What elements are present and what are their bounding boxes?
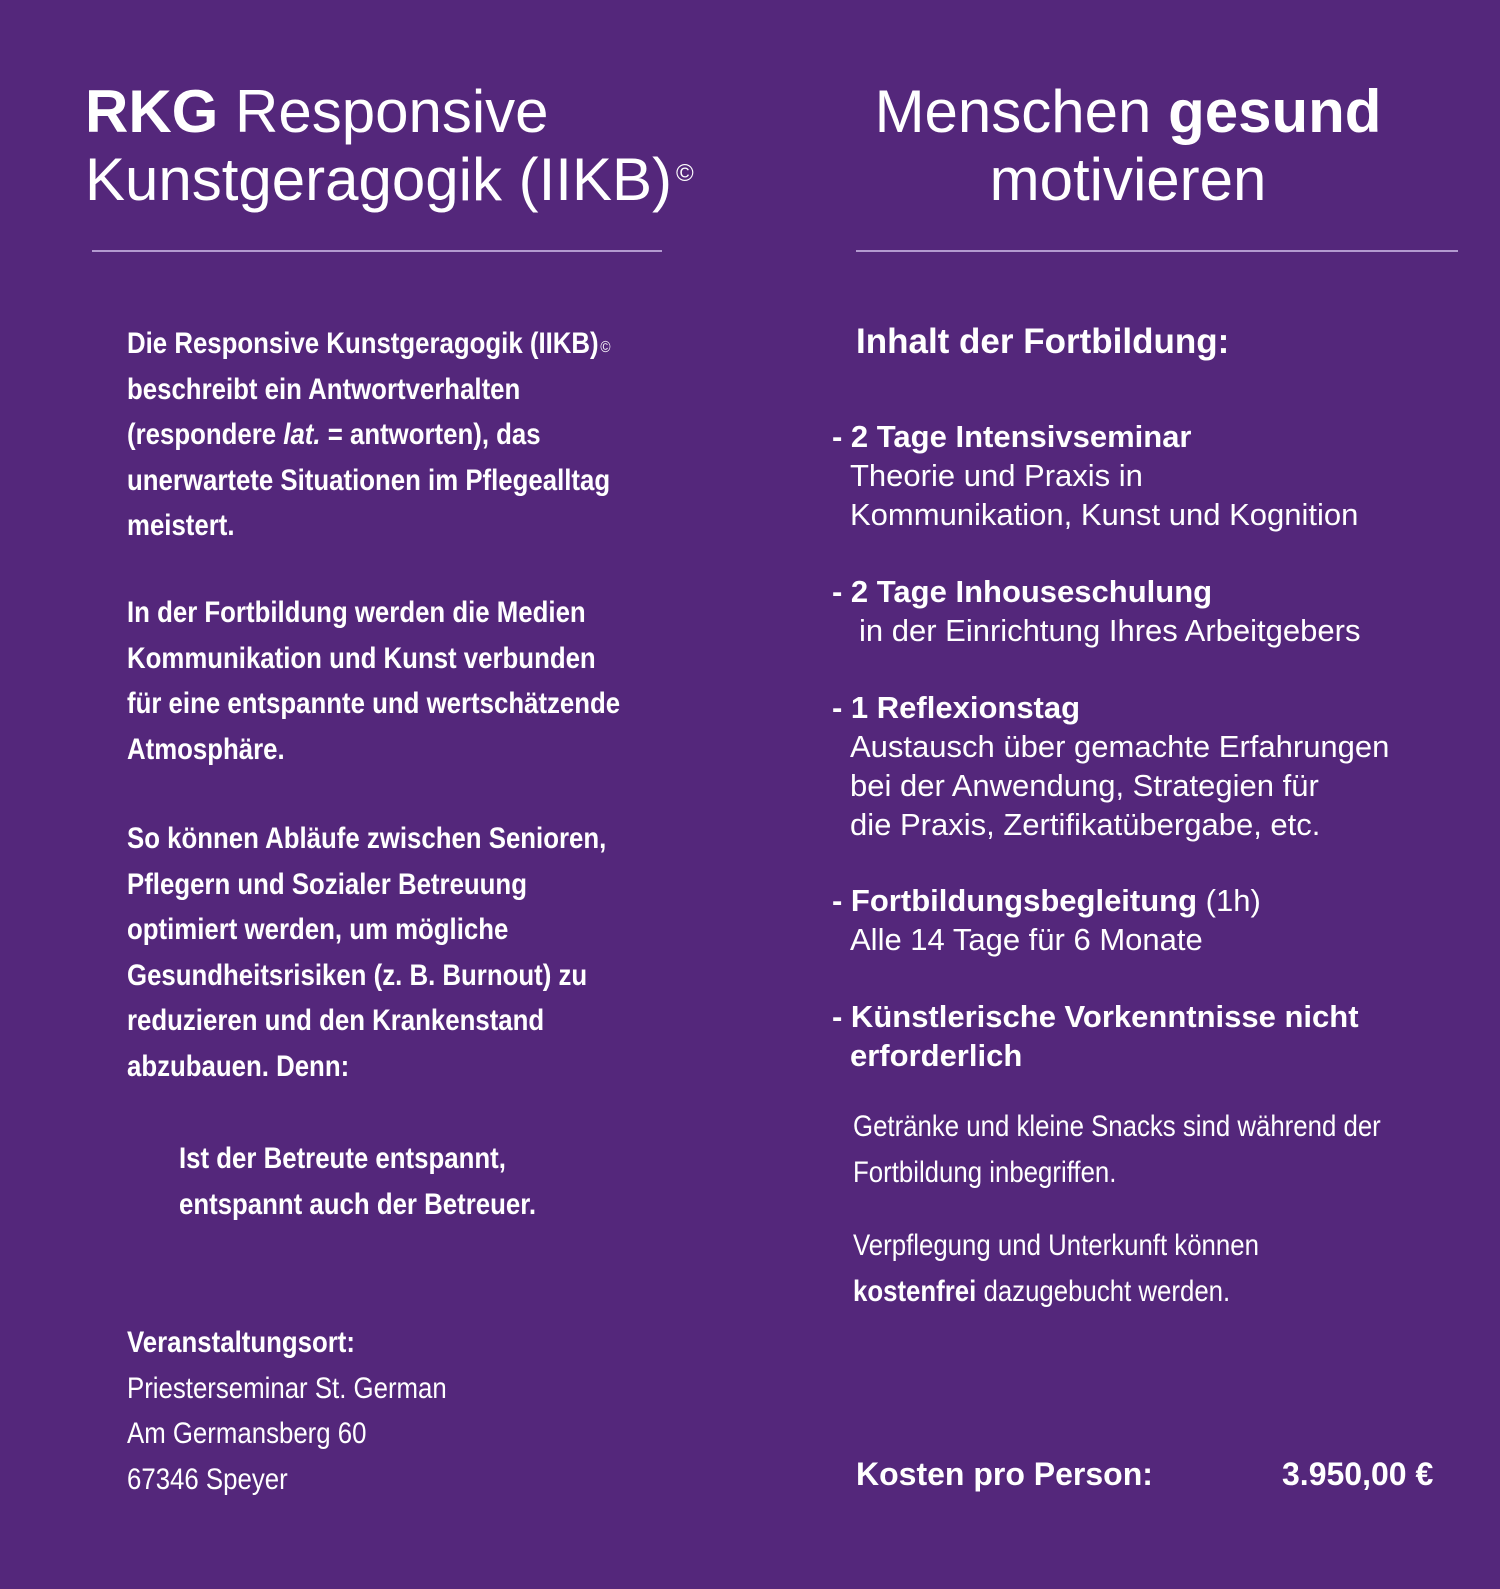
cost-value: 3.950,00 €: [1282, 1456, 1434, 1492]
list-item-head: [832, 997, 1359, 1036]
intro-line-3-italic: lat.: [283, 418, 321, 451]
intro-line-4: unerwartete Situationen im Pflegealltag: [127, 463, 611, 497]
accommodation-line: Verpflegung und Unterkunft können: [853, 1229, 1259, 1262]
venue-block: [127, 1320, 557, 1502]
list-item-duration: (1h): [1197, 883, 1261, 918]
list-item-head: [832, 572, 1360, 611]
list-item: [832, 881, 1261, 959]
quote-line: entspannt auch der Betreuer.: [179, 1187, 536, 1221]
media-line: In der Fortbildung werden die Medien: [127, 596, 586, 629]
intro-line-3b: = antworten), das: [320, 418, 541, 451]
left-title: [85, 78, 694, 214]
title-responsive: Responsive: [218, 78, 549, 145]
benefits-line: reduzieren und den Krankenstand: [127, 1004, 545, 1037]
list-item-head: [832, 417, 1358, 456]
venue-line: 67346 Speyer: [127, 1462, 288, 1496]
accommodation-note: [853, 1223, 1438, 1314]
accommodation-free: kostenfrei: [853, 1274, 977, 1308]
intro-line-5: meistert.: [127, 509, 235, 542]
catering-line: Getränke und kleine Snacks sind während der: [853, 1110, 1381, 1143]
intro-paragraph: [127, 321, 677, 549]
list-item-detail: Austausch über gemachte Erfahrungen: [850, 729, 1390, 764]
intro-copyright-mark: ©: [600, 339, 611, 356]
quote-line: Ist der Betreute entspannt,: [179, 1142, 506, 1175]
intro-line-2: beschreibt ein Antwortverhalten: [127, 372, 521, 406]
benefits-line: Pflegern und Sozialer Betreuung: [127, 867, 527, 901]
list-item-head: [832, 688, 1389, 727]
media-paragraph: [127, 590, 677, 772]
list-item-detail: Alle 14 Tage für 6 Monate: [850, 922, 1203, 957]
venue-label: Veranstaltungsort:: [127, 1326, 355, 1359]
benefits-line: optimiert werden, um mögliche: [127, 913, 509, 946]
right-title: [750, 78, 1500, 214]
venue-line: Priesterseminar St. German: [127, 1371, 447, 1405]
list-item-head-text: - Künstlerische Vorkenntnisse nicht: [832, 999, 1359, 1034]
catering-note: [853, 1104, 1438, 1195]
list-item-head-text: - 2 Tage Inhouseschulung: [832, 574, 1213, 609]
benefits-line: abzubauen. Denn:: [127, 1049, 350, 1083]
list-item-detail: erforderlich: [850, 1038, 1023, 1073]
list-item-detail: in der Einrichtung Ihres Arbeitgebers: [859, 613, 1361, 648]
list-item-head-text: - 1 Reflexionstag: [832, 690, 1081, 725]
media-line: Atmosphäre.: [127, 732, 285, 766]
benefits-line: Gesundheitsrisiken (z. B. Burnout) zu: [127, 958, 588, 992]
list-item: [832, 572, 1360, 650]
list-item: [832, 417, 1358, 534]
list-item: [832, 997, 1359, 1075]
content-heading: Inhalt der Fortbildung:: [856, 322, 1230, 361]
list-item-detail: Kommunikation, Kunst und Kognition: [850, 497, 1359, 532]
list-item-head-text: - Fortbildungsbegleitung: [832, 883, 1198, 918]
catering-line: Fortbildung inbegriffen.: [853, 1155, 1117, 1189]
list-item-head-text: - 2 Tage Intensivseminar: [832, 419, 1192, 454]
right-divider: [856, 250, 1458, 252]
benefits-line: So können Abläufe zwischen Senioren,: [127, 822, 607, 855]
venue-line: Am Germansberg 60: [127, 1417, 367, 1450]
title-menschen: Menschen: [874, 78, 1169, 145]
media-line: für eine entspannte und wertschätzende: [127, 687, 621, 720]
list-item-detail: bei der Anwendung, Strategien für: [850, 768, 1319, 803]
left-divider: [92, 250, 662, 252]
quote: [179, 1136, 661, 1227]
accommodation-rest: dazugebucht werden.: [976, 1274, 1231, 1308]
list-item-head: [832, 881, 1261, 920]
list-item-detail: die Praxis, Zertifikatübergabe, etc.: [850, 807, 1321, 842]
benefits-paragraph: [127, 816, 677, 1089]
title-motivieren: motivieren: [989, 146, 1267, 213]
copyright-mark: ©: [675, 160, 694, 187]
cost-label: Kosten pro Person:: [856, 1456, 1153, 1492]
list-item: [832, 688, 1389, 844]
intro-line-3a: (respondere: [127, 418, 284, 451]
title-bold-rkg: RKG: [85, 78, 219, 145]
title-gesund: gesund: [1168, 78, 1382, 145]
media-line: Kommunikation und Kunst verbunden: [127, 641, 596, 675]
list-item-detail: Theorie und Praxis in: [850, 458, 1143, 493]
title-kunstgeragogik: Kunstgeragogik (IIKB): [85, 146, 672, 213]
intro-line-1: Die Responsive Kunstgeragogik (IIKB): [127, 327, 599, 360]
